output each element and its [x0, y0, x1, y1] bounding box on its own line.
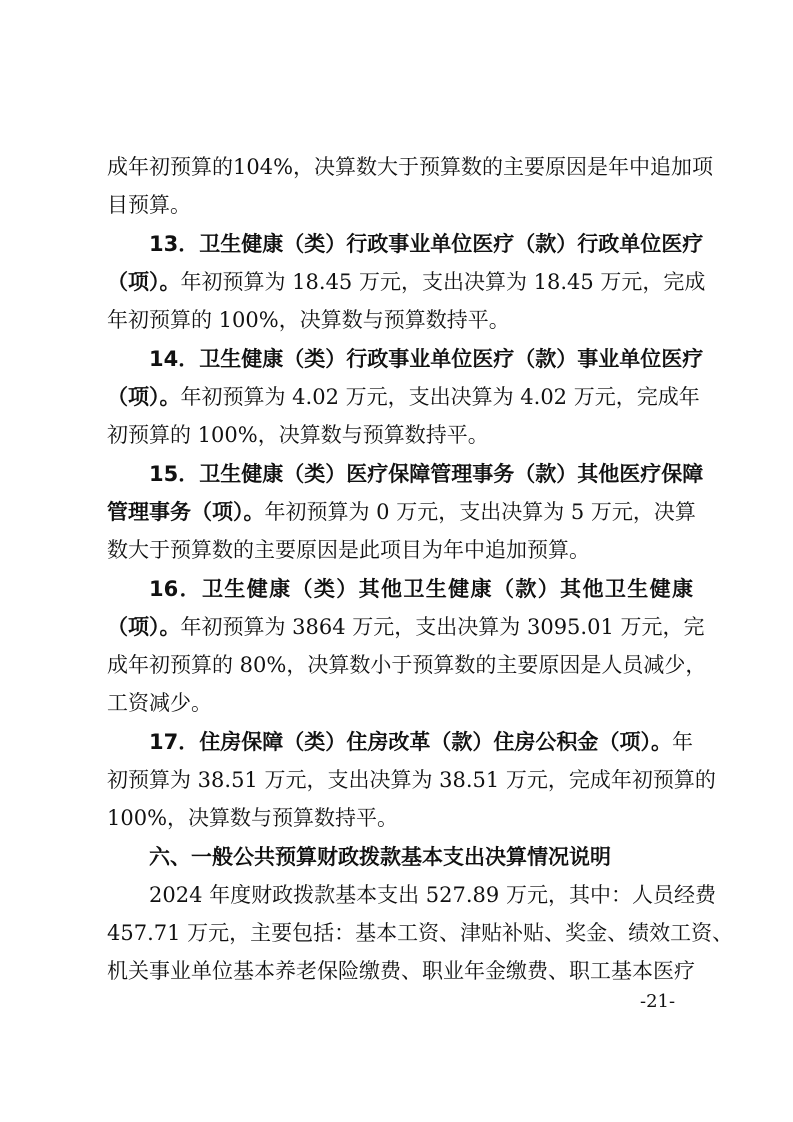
paragraph-heading: （项）。 [107, 385, 181, 409]
text-line [107, 421, 693, 449]
paragraph-heading: 16．卫生健康（类）其他卫生健康（款）其他卫生健康 [149, 577, 693, 601]
text-segment: 成年初预算的104%，决算数大于预算数的主要原因是年中追加项 [107, 155, 714, 179]
text-segment: 成年初预算的 80%，决算数小于预算数的主要原因是人员减少， [107, 653, 707, 677]
text-segment: 工资减少。 [107, 691, 212, 715]
paragraph-heading: 14．卫生健康（类）行政事业单位医疗（款）事业单位医疗 [149, 347, 704, 371]
paragraph-heading: （项）。 [107, 615, 181, 639]
text-segment: 机关事业单位基本养老保险缴费、职业年金缴费、职工基本医疗 [107, 959, 695, 983]
text-line [107, 191, 693, 219]
text-line [149, 460, 704, 488]
text-line [107, 306, 693, 334]
paragraph-heading: 15．卫生健康（类）医疗保障管理事务（款）其他医疗保障 [149, 462, 704, 486]
paragraph-heading: 管理事务（项）。 [107, 500, 265, 524]
text-line [107, 536, 693, 564]
text-segment: 年初预算为 3864 万元，支出决算为 3095.01 万元，完 [180, 615, 705, 639]
text-segment: 年初预算为 0 万元，支出决算为 5 万元，决算 [264, 500, 696, 524]
text-line [149, 575, 693, 603]
text-line [107, 383, 700, 411]
paragraph-heading: 17．住房保障（类）住房改革（款）住房公积金（项）。 [149, 730, 672, 754]
text-segment: 100%，决算数与预算数持平。 [107, 806, 399, 830]
text-line [107, 919, 734, 947]
text-line [149, 230, 704, 258]
text-line [149, 345, 704, 373]
text-segment: 数大于预算数的主要原因是此项目为年中追加预算。 [107, 538, 590, 562]
text-segment: 年初预算为 18.45 万元，支出决算为 18.45 万元，完成 [180, 270, 706, 294]
paragraph-heading: （项）。 [107, 270, 181, 294]
text-segment: 457.71 万元，主要包括：基本工资、津贴补贴、奖金、绩效工资、 [107, 921, 734, 945]
text-segment: 年初预算的 100%，决算数与预算数持平。 [107, 308, 510, 332]
text-line [107, 689, 693, 717]
text-line [107, 804, 693, 832]
section-heading [149, 843, 693, 871]
text-line [107, 766, 716, 794]
page-number: -21- [640, 991, 676, 1012]
text-line [107, 268, 706, 296]
text-line [107, 957, 693, 985]
paragraph-heading: 13．卫生健康（类）行政事业单位医疗（款）行政单位医疗 [149, 232, 704, 256]
text-segment: 2024 年度财政拨款基本支出 527.89 万元，其中：人员经费 [149, 883, 716, 907]
text-segment: 初预算的 100%，决算数与预算数持平。 [107, 423, 489, 447]
text-line [107, 613, 705, 641]
text-line [107, 498, 696, 526]
section-heading-text: 六、一般公共预算财政拨款基本支出决算情况说明 [149, 845, 611, 869]
text-line [149, 881, 716, 909]
text-segment: 年 [672, 730, 693, 754]
text-segment: 目预算。 [107, 193, 191, 217]
text-segment: 年初预算为 4.02 万元，支出决算为 4.02 万元，完成年 [180, 385, 700, 409]
text-line [149, 728, 693, 756]
text-segment: 初预算为 38.51 万元，支出决算为 38.51 万元，完成年初预算的 [107, 768, 716, 792]
text-line [107, 651, 707, 679]
text-line [107, 153, 714, 181]
